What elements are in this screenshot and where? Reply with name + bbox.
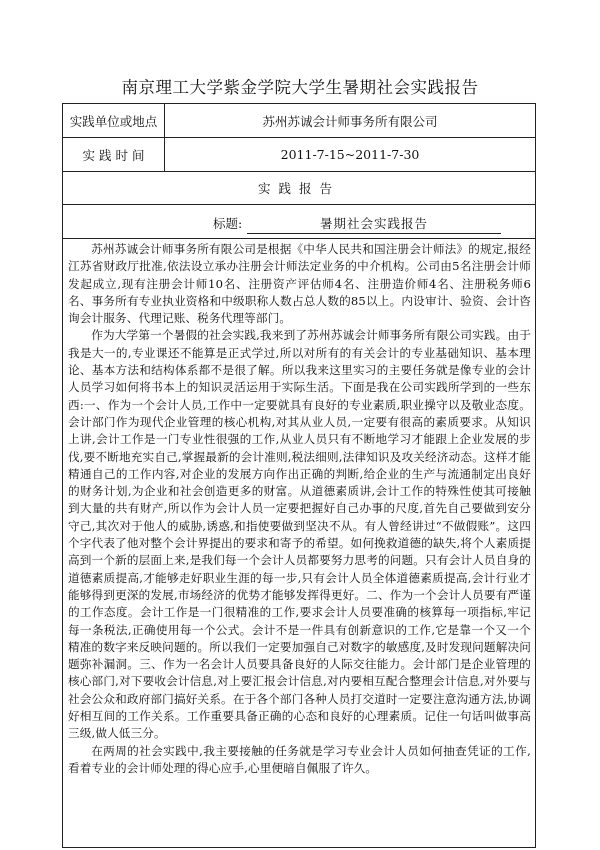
report-body-row (63, 239, 536, 848)
unit-row (63, 104, 536, 138)
time-row (63, 138, 536, 172)
topic-row (63, 205, 536, 239)
unit-label: 实践单位或地点 (63, 104, 165, 138)
time-value: 2011-7-15~2011-7-30 (165, 138, 536, 172)
time-label: 实 践 时 间 (63, 138, 165, 172)
section-heading: 实践报告 (63, 172, 536, 205)
report-body (63, 239, 535, 777)
paragraph-company-intro: 苏州苏诚会计师事务所有限公司是根据《中华人民共和国注册会计师法》的规定,报经江苏省财政厅批准,依法设立承办注册会计师法定业务的中介机构。公司由5名注册会计师发起成立,现有注册会计师10名、注册资产评估师4名、注册造价师4名、注册税务师6名、事务所有专业执业资格和中级职称人数占总人数的85以上。内设审计、验资、会计咨询会计服务、代理记账、税务代理等部门。 (68, 242, 531, 326)
topic-label: 标题: (213, 216, 243, 231)
report-form-table (62, 103, 536, 848)
paragraph-practice-learning: 作为大学第一个暑假的社会实践,我来到了苏州苏诚会计师事务所有限公司实践。由于我是大一的,专业课还不能算是正式学过,所以对所有的有关会计的专业基础知识、基本理论、基本方法和结构体系都不是很了解。所以我来这里实习的主要任务就是像专业的会计人员学习如何将书本上的知识灵活运用于实际生活。下面是我在公司实践所学到的一些东西:一、作为一个会计人员,工作中一定要就具有良好的专业素质,职业操守以及敬业态度。会计部门作为现代企业管理的核心机构,对其从业人员,一定要有很高的素质要求。从知识上讲,会计工作是一门专业性很强的工作,从业人员只有不断地学习才能跟上企业发展的步伐,要不断地充实自己,掌握最新的会计准则,税法细则,法律知识及攻关经济动态。这样才能精通自己的工作内容,对企业的发展方向作出正确的判断,给企业的生产与流通制定出良好的财务计划,为企业和社会创造更多的财富。从道德素质讲,会计工作的特殊性使其可接触到大量的共有财产,所以作为会计人员一定要把握好自己办事的尺度,首先自己要做到安分守己,其次对于他人的威胁,诱惑,和指使要做到坚决不从。有人曾经讲过“不做假账”。这四个字代表了他对整个会计界提出的要求和寄予的希望。如何挽救道德的缺失,将个人素质提高到一个新的层面上来,是我们每一个会计人员都要努力思考的问题。只有会计人员自身的道德素质提高,才能够走好职业生涯的每一步,只有会计人员全体道德素质提高,会计行业才能够得到更深的发展,市场经济的优势才能够发挥得更好。二、作为一个会计人员要有严谨的工作态度。会计工作是一门很精准的工作,要求会计人员要准确的核算每一项指标,牢记每一条税法,正确使用每一个公式。会计不是一件具有创新意识的工作,它是靠一个又一个精准的数字来反映问题的。所以我们一定要加强自己对数字的敏感度,及时发现问题解决问题弥补漏洞。三、作为一名会计人员要具备良好的人际交往能力。会计部门是企业管理的核心部门,对下要收会计信息,对上要汇报会计信息,对内要相互配合整理会计信息,对外要与社会公众和政府部门搞好关系。在于各个部门各种人员打交道时一定要注意沟通方法,协调好相互间的工作关系。工作重要具备正确的心态和良好的心理素质。记住一句话叫做事高三级,做人低三分。 (68, 328, 531, 741)
topic-value: 暑期社会实践报告 (247, 214, 501, 234)
document-title: 南京理工大学紫金学院大学生暑期社会实践报告 (121, 78, 479, 97)
section-heading-row (63, 172, 536, 205)
paragraph-two-weeks: 在两周的社会实践中,我主要接触的任务就是学习专业会计人员如何抽查凭证的工作,看着专业的会计师处理的得心应手,心里便暗自佩服了许久。 (68, 743, 531, 775)
unit-value: 苏州苏诚会计师事务所有限公司 (165, 104, 536, 138)
